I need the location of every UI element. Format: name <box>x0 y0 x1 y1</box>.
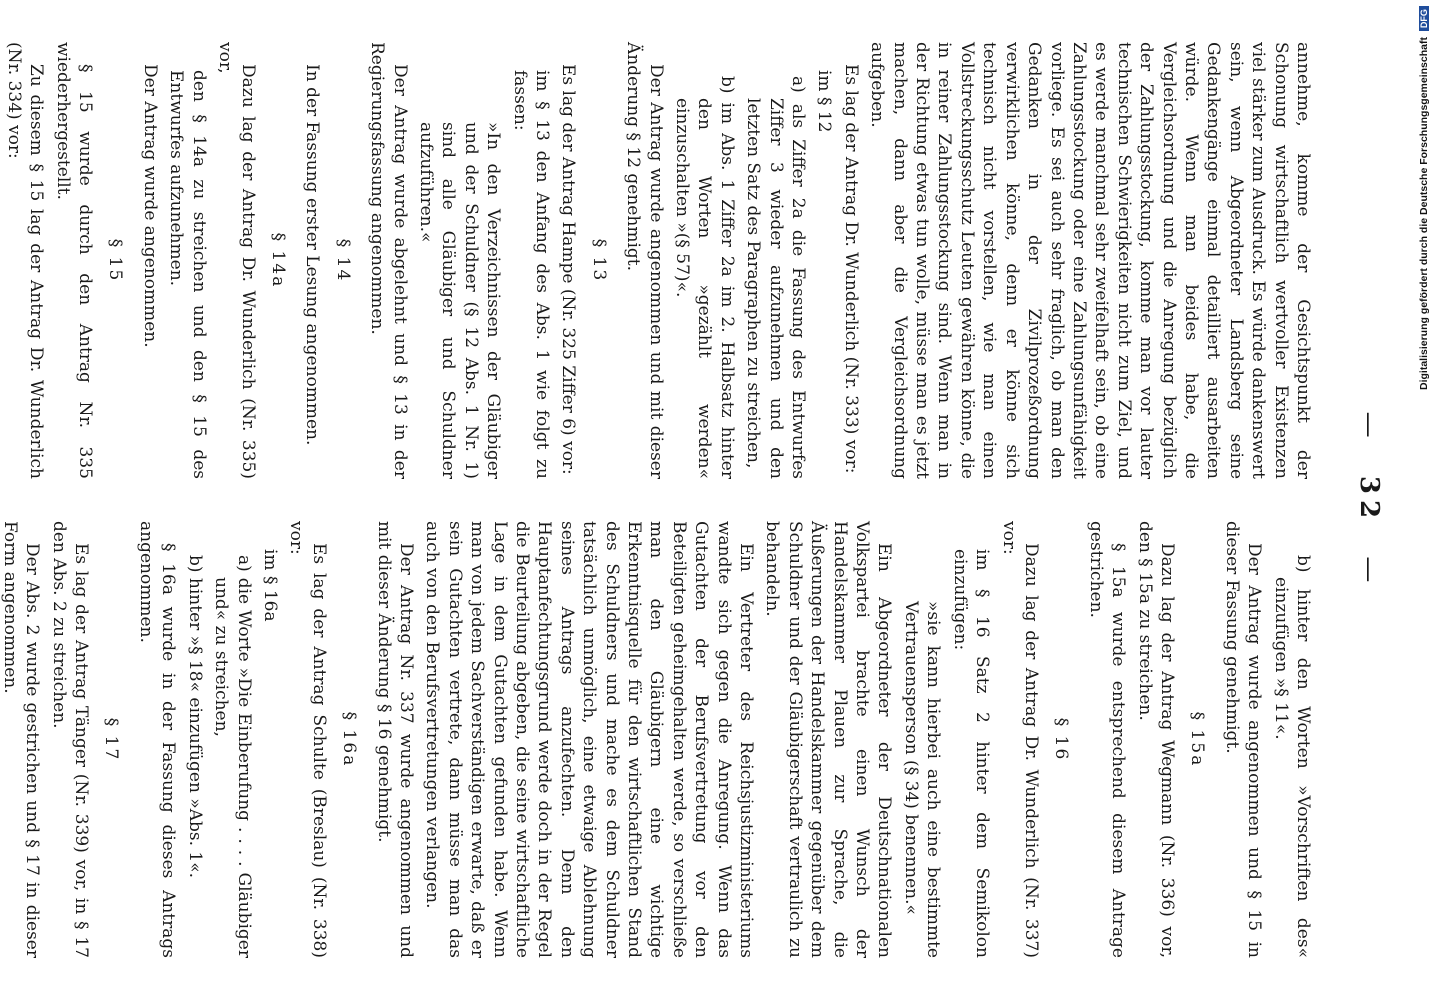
paragraph: Dazu lag der Antrag Dr. Wunderlich (Nr. 335) vor, <box>215 42 258 479</box>
paragraph: Der Abs. 2 wurde gestrichen und § 17 in dieser Form angenommen. <box>0 521 43 958</box>
paragraph: Es lag der Antrag Hampe (Nr. 325 Ziffer 6) vor: <box>558 64 579 475</box>
paragraph: Dazu lag der Antrag Wegmann (Nr. 336) vor, den § 15a zu streichen. <box>1134 521 1177 958</box>
section-heading: § 14 <box>332 238 353 283</box>
paragraph: Es lag der Antrag Schulte (Breslau) (Nr. 338) vor: <box>286 521 329 958</box>
paragraph: § 15 wurde durch den Antrag Nr. 335 wiederhergestellt. <box>52 42 96 479</box>
paragraph: »sie kann hierbei auch eine bestimmte Vertrauensperson (§ 34) benennen.« <box>900 601 944 958</box>
paragraph: Der Antrag Nr. 337 wurde angenommen und mit dieser Änderung § 16 genehmigt. <box>373 521 416 958</box>
paragraph: Der Antrag wurde angenommen und mit dieser Änderung § 12 genehmigt. <box>623 42 666 479</box>
paragraph: im § 16 Satz 2 hinter dem Semikolon einzufügen: <box>949 549 993 958</box>
paragraph: a) die Worte »Die Einberufung . . . . Gläubiger und« zu streichen, <box>211 555 254 958</box>
paragraph: Zu diesem § 15 lag der Antrag Dr. Wunderlich (Nr. 334) vor: <box>3 42 47 479</box>
paragraph: Der Antrag wurde abgelehnt und § 13 in der Regierungsfassung angenommen. <box>367 42 410 479</box>
paragraph: Der Antrag wurde angenommen. <box>139 64 160 348</box>
right-column <box>0 521 1314 958</box>
paragraph: b) hinter »§ 18« einzufügen »Abs. 1«. <box>184 555 205 879</box>
paragraph: b) hinter den Worten »Vorschriften des« einzufügen »§ 11«. <box>1270 555 1313 958</box>
left-column <box>3 42 1314 479</box>
paragraph: § 15a wurde entsprechend diesem Antrage gestrichen. <box>1085 521 1129 958</box>
paragraph: im § 16a <box>259 549 280 622</box>
section-heading: § 16a <box>339 711 360 768</box>
section-heading: § 15a <box>1187 711 1208 768</box>
paragraph: Es lag der Antrag Tänger (Nr. 339) vor, in § 17 den Abs. 2 zu streichen. <box>48 521 92 958</box>
paragraph: annehme, komme der Gesichtspunkt der Schonung wirtschaftlich wertvoller Existenzen viel stärker zum Ausdruck. Es würde dankenswert sein, wenn Abgeordneter Landsberg seine Gedankengänge einmal detailliert ausarbeiten würde. Wenn man beides habe, die Vergleichsordnung und die Anregung bezüglich der Zahlungsstockung, komme man vor lauter technischen Schwierigkeiten nicht zum Ziel, und es werde manchmal sehr zweifelhaft sein, ob eine Zahlungsstockung oder eine Zahlungsunfähigkeit vorliege. Es sei auch sehr fraglich, ob man den Gedanken in der Zivilprozeßordnung verwirklichen könne, denn er könne sich technisch nicht vorstellen, wie man einen Vollstreckungsschutz Leuten gewähren könne, die in reiner Zahlungsstockung sind. Wenn man in der Richtung etwas tun wolle, müsse man es jetzt machen, dann aber die Vergleichsordnung aufgeben. <box>867 42 1313 479</box>
page-header <box>1354 8 1384 992</box>
paragraph: In der Fassung erster Lesung angenommen. <box>302 64 323 446</box>
section-heading: § 15 <box>105 238 126 283</box>
paragraph: im § 12 <box>814 70 835 133</box>
section-heading: § 17 <box>101 717 122 762</box>
paragraph: b) im Abs. 1 Ziffer 2a im 2. Halbsatz hinter den Worten »gezählt werden« einzuschalten »(§ 57)«. <box>672 76 737 479</box>
paragraph: im § 13 den Anfang des Abs. 1 wie folgt zu fassen: <box>509 70 552 479</box>
paragraph: den § 14a zu streichen und den § 15 des Entwurfes aufzunehmen. <box>166 70 209 479</box>
page-number: 32 <box>1354 475 1384 525</box>
digitization-credit <box>1418 6 1430 390</box>
paragraph: Es lag der Antrag Dr. Wunderlich (Nr. 333) vor: <box>840 64 861 474</box>
rotated-document-page <box>0 8 1410 992</box>
paragraph: § 16a wurde in der Fassung dieses Antrags angenommen. <box>135 521 179 958</box>
header-dash-left: — <box>1354 411 1384 444</box>
section-heading: § 13 <box>588 238 609 283</box>
paragraph: Der Antrag wurde angenommen und § 15 in dieser Fassung genehmigt. <box>1221 521 1265 958</box>
section-heading: § 14a <box>267 232 288 289</box>
header-dash-right: — <box>1354 556 1384 589</box>
dfg-logo-badge: DFG <box>1419 6 1429 31</box>
credit-text: Digitalisierung gefördert durch die Deutsche Forschungsgemeinschaft <box>1418 37 1430 390</box>
paragraph: Ein Abgeordneter der Deutschnationalen Volkspartei brachte einen Wunsch der Handelskammer Plauen zur Sprache, die Äußerungen der Handelskammer gegenüber dem Schuldner und der Gläubigerschaft vertraulich zu behandeln. <box>762 521 895 958</box>
section-heading: § 16 <box>1051 717 1072 762</box>
paragraph: a) als Ziffer 2a die Fassung des Entwurfes Ziffer 3 wieder aufzunehmen und den letzten Satz des Paragraphen zu streichen, <box>743 76 809 479</box>
paragraph: Ein Vertreter des Reichsjustizministeriums wandte sich gegen die Anregung. Wenn das Gutachten der Berufsvertretung vor den Beteiligten geheimgehalten werde, so verschließe man den Gläubigern eine wichtige Erkenntnisquelle für den wirtschaftlichen Stand des Schuldners und mache es dem Schuldner tatsächlich unmöglich, eine etwaige Ablehnung seines Antrags anzufechten. Denn den Hauptanfechtungsgrund werde doch in der Regel die Beurteilung abgeben, die seine wirtschaftliche Lage in dem Gutachten gefunden habe. Wenn man von jedem Sachverständigen erwarte, daß er sein Gutachten vertrete, dann müsse man das auch von den Berufsvertretungen verlangen. <box>422 521 757 958</box>
text-columns <box>0 42 1314 958</box>
paragraph: »In den Verzeichnissen der Gläubiger und der Schuldner (§ 12 Abs. 1 Nr. 1) sind alle Gläubiger und Schuldner aufzuführen.« <box>415 122 504 479</box>
paragraph: Dazu lag der Antrag Dr. Wunderlich (Nr. 337) vor: <box>998 521 1041 958</box>
